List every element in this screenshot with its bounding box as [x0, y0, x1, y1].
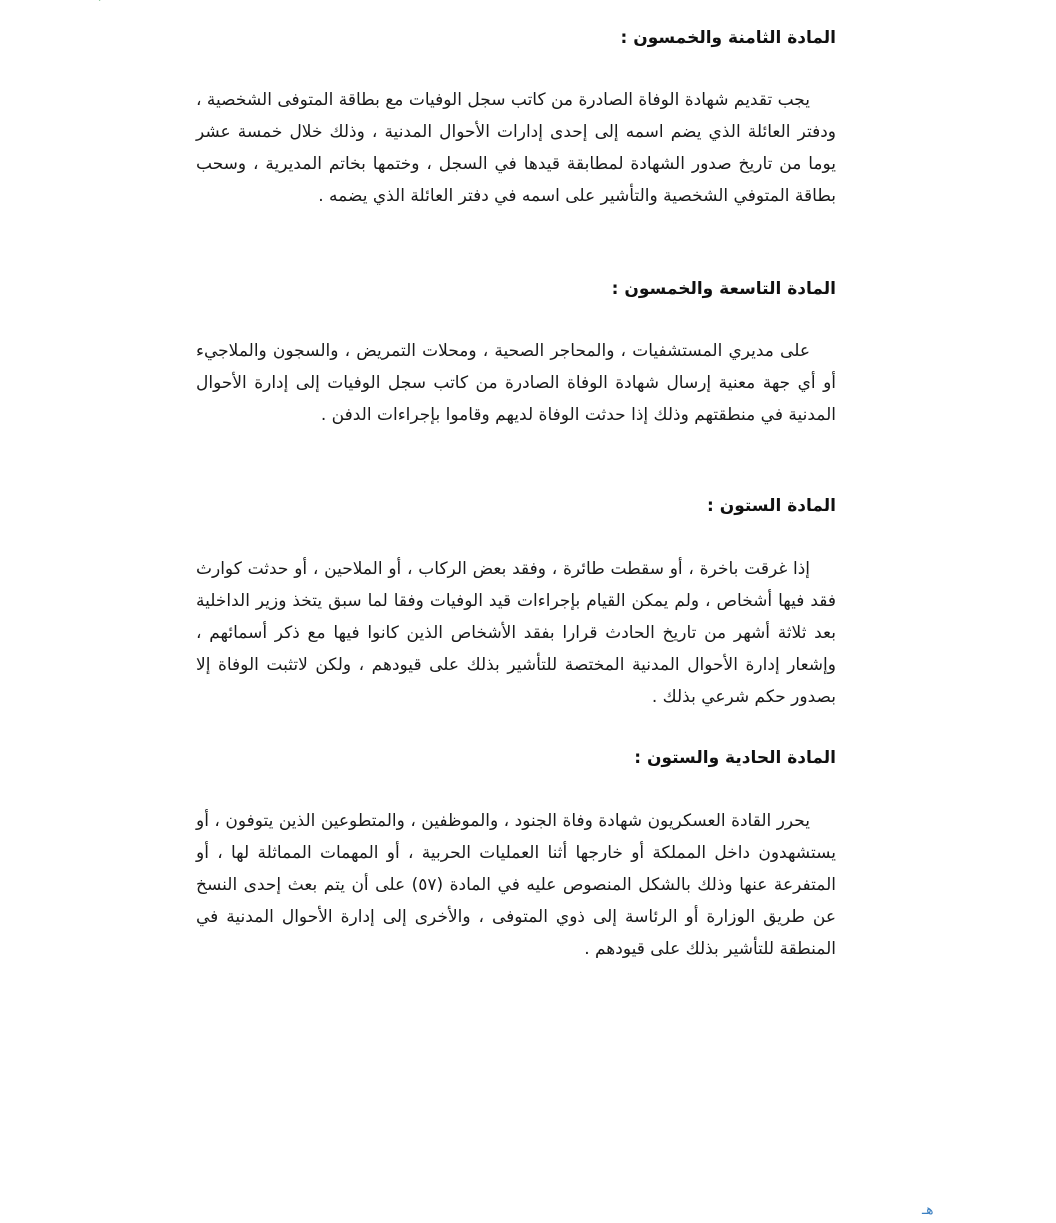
article-60-heading: المادة الستون :: [706, 496, 836, 516]
corner-pen-mark: [98, 0, 114, 7]
article-61-body: يحرر القادة العسكريون شهادة وفاة الجنود ، والموظفين ، والمتطوعين الذين يتوفون ، أو يستشهدون داخل المملكة أو خارجها أثنا العمليات الحربية ، أو المهمات المماثلة لها ، أو المتفرعة عنها وذلك بالشكل المنصوص عليه في المادة (٥٧) على أن يتم بعث إحدى النسخ عن طريق الوزارة أو الرئاسة إلى ذوي المتوفى ، والأخرى إلى إدارة الأحوال المدنية في المنطقة للتأشير بذلك على قيودهم .: [196, 811, 836, 959]
article-60-body: إذا غرقت باخرة ، أو سقطت طائرة ، وفقد بعض الركاب ، أو الملاحين ، أو حدثت كوارث فقد فيها أشخاص ، ولم يمكن القيام بإجراءات قيد الوفيات وفقا لما سبق يتخذ وزير الداخلية بعد ثلاثة أشهر من تاريخ الحادث قرارا بفقد الأشخاص الذين كانوا فيها مع ذكر أسمائهم ، وإشعار إدارة الأحوال المدنية المختصة للتأشير بذلك على قيودهم ، ولكن لاتثبت الوفاة إلا بصدور حكم شرعي بذلك .: [196, 559, 836, 707]
page-marker: هـ: [922, 1202, 934, 1218]
article-58-body: يجب تقديم شهادة الوفاة الصادرة من كاتب سجل الوفيات مع بطاقة المتوفى الشخصية ، ودفتر العائلة الذي يضم اسمه إلى إحدى إدارات الأحوال المدنية ، وذلك خلال خمسة عشر يوما من تاريخ صدور الشهادة لمطابقة قيدها في السجل ، وختمها بخاتم المديرية ، وسحب بطاقة المتوفي الشخصية والتأشير على اسمه في دفتر العائلة الذي يضمه .: [196, 90, 836, 206]
article-59-heading: المادة التاسعة والخمسون :: [611, 279, 836, 299]
article-58-heading: المادة الثامنة والخمسون :: [620, 28, 836, 48]
article-61-heading: المادة الحادية والستون :: [634, 748, 836, 768]
article-59-body: على مديري المستشفيات ، والمحاجر الصحية ، ومحلات التمريض ، والسجون والملاجيء أو أي جهة معنية إرسال شهادة الوفاة الصادرة من كاتب سجل الوفيات إلى إدارة الأحوال المدنية في منطقتهم وذلك إذا حدثت الوفاة لديهم وقاموا بإجراءات الدفن .: [196, 341, 836, 425]
